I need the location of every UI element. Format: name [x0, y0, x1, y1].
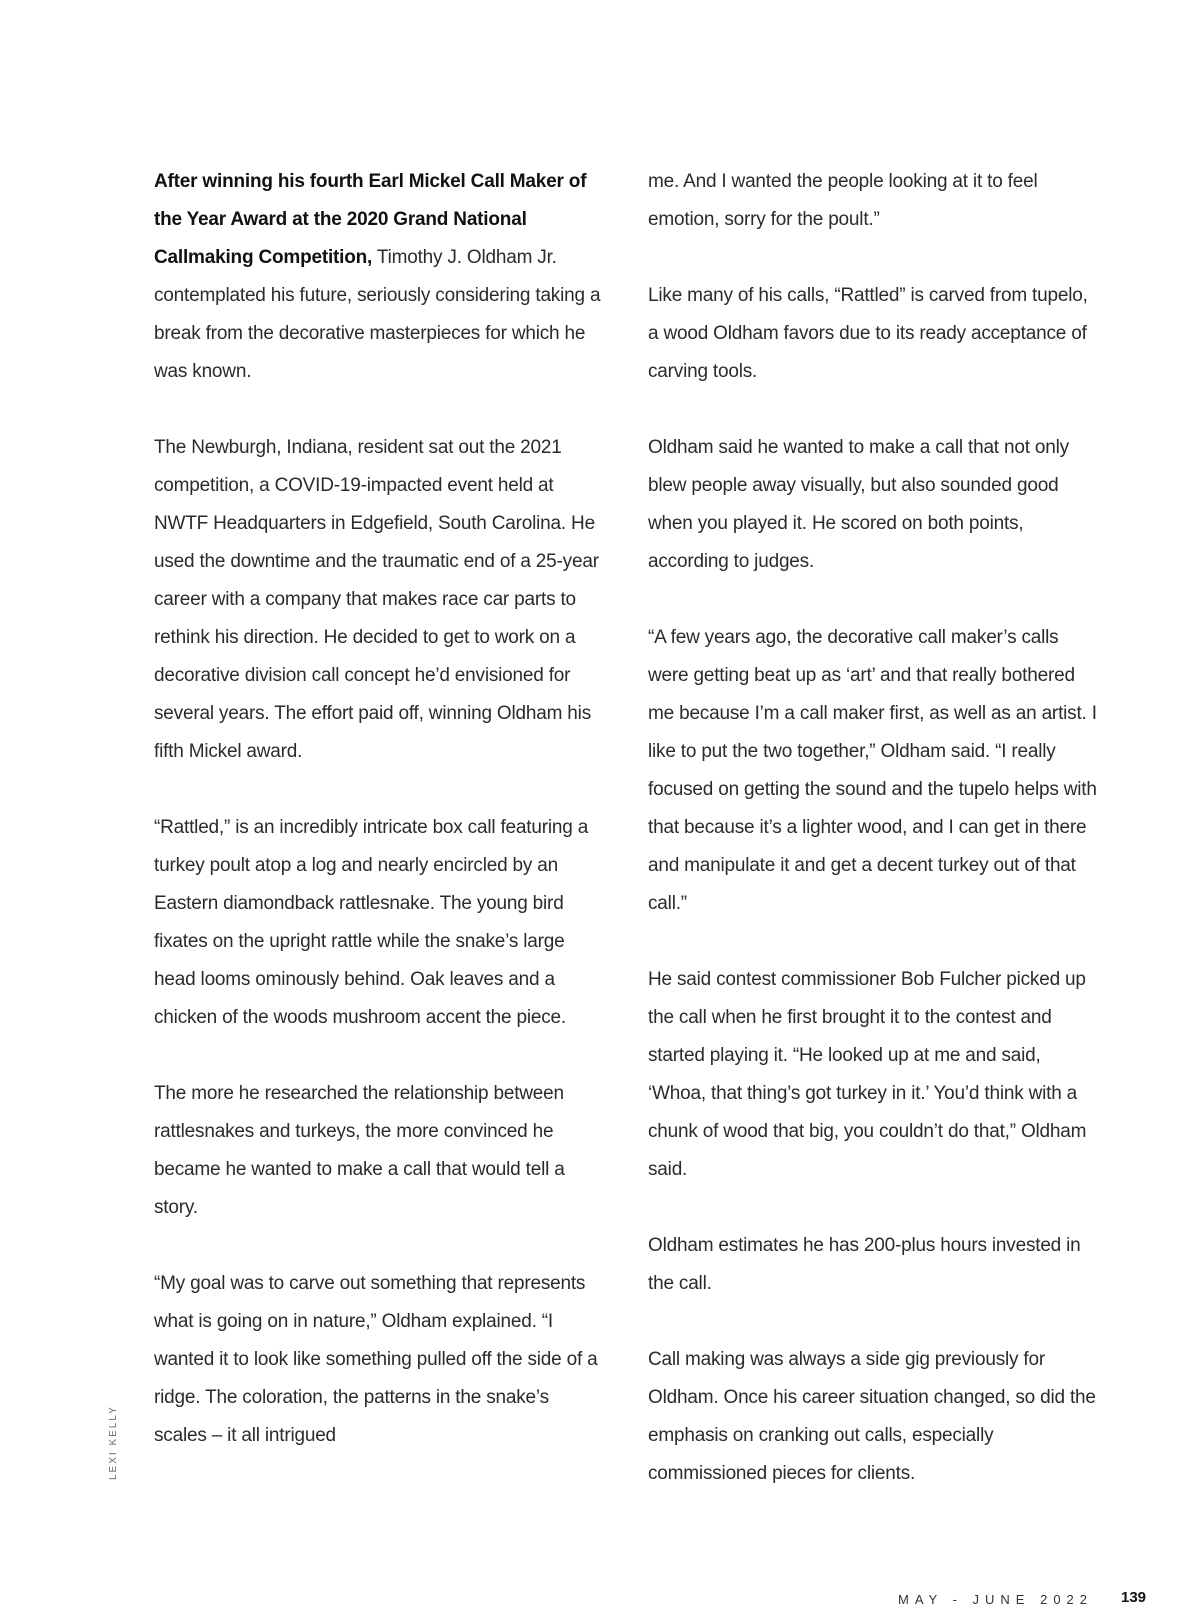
article-paragraph: “My goal was to carve out something that represents what is going on in nature,” Oldham explained. “I wanted it to look like something pulled off the side of a ridge. The coloration, the patterns in the snake’s scales – it all intrigued	[154, 1273, 598, 1446]
article-paragraph: Like many of his calls, “Rattled” is carved from tupelo, a wood Oldham favors due to its ready acceptance of carving tools.	[648, 285, 1088, 382]
article-paragraph: “Rattled,” is an incredibly intricate box call featuring a turkey poult atop a log and nearly encircled by an Eastern diamondback rattlesnake. The young bird fixates on the upright rattle while the snake’s large head looms ominously behind. Oak leaves and a chicken of the woods mushroom accent the piece.	[154, 817, 589, 1028]
article-column-right	[648, 163, 1103, 1531]
intro-text: Timothy J. Oldham Jr. contemplated his future, seriously considering taking a break from the decorative masterpieces for which he was known.	[154, 247, 601, 382]
lead-in-bold: After winning his fourth Earl Mickel Call Maker of the Year Award at the 2020 Grand National Callmaking Competition,	[154, 171, 587, 268]
photo-credit: LEXI KELLY	[108, 1405, 119, 1480]
article-column-left	[154, 163, 606, 1493]
article-paragraph: Oldham estimates he has 200-plus hours invested in the call.	[648, 1235, 1081, 1294]
article-paragraph: The Newburgh, Indiana, resident sat out the 2021 competition, a COVID-19-impacted event held at NWTF Headquarters in Edgefield, South Carolina. He used the downtime and the traumatic end of a 25-year career with a company that makes race car parts to rethink his direction. He decided to get to work on a decorative division call concept he’d envisioned for several years. The effort paid off, winning Oldham his fifth Mickel award.	[154, 437, 599, 762]
article-paragraph: He said contest commissioner Bob Fulcher picked up the call when he first brought it to the contest and started playing it. “He looked up at me and said, ‘Whoa, that thing’s got turkey in it.’ You’d think with a chunk of wood that big, you couldn’t do that,” Oldham said.	[648, 969, 1087, 1180]
article-paragraph: me. And I wanted the people looking at it to feel emotion, sorry for the poult.”	[648, 171, 1038, 230]
page-number: 139	[1121, 1589, 1147, 1606]
article-paragraph: Oldham said he wanted to make a call that not only blew people away visually, but also sounded good when you played it. He scored on both points, according to judges.	[648, 437, 1069, 572]
issue-date: MAY - JUNE 2022	[898, 1592, 1094, 1607]
article-paragraph: “A few years ago, the decorative call maker’s calls were getting beat up as ‘art’ and that really bothered me because I’m a call maker first, as well as an artist. I like to put the two together,” Oldham said. “I really focused on getting the sound and the tupelo helps with that because it’s a lighter wood, and I can get in there and manipulate it and get a decent turkey out of that call.”	[648, 627, 1097, 914]
article-paragraph: Call making was always a side gig previously for Oldham. Once his career situation changed, so did the emphasis on cranking out calls, especially commissioned pieces for clients.	[648, 1349, 1096, 1484]
article-paragraph-intro	[154, 163, 606, 391]
article-paragraph: The more he researched the relationship between rattlesnakes and turkeys, the more convinced he became he wanted to make a call that would tell a story.	[154, 1083, 565, 1218]
